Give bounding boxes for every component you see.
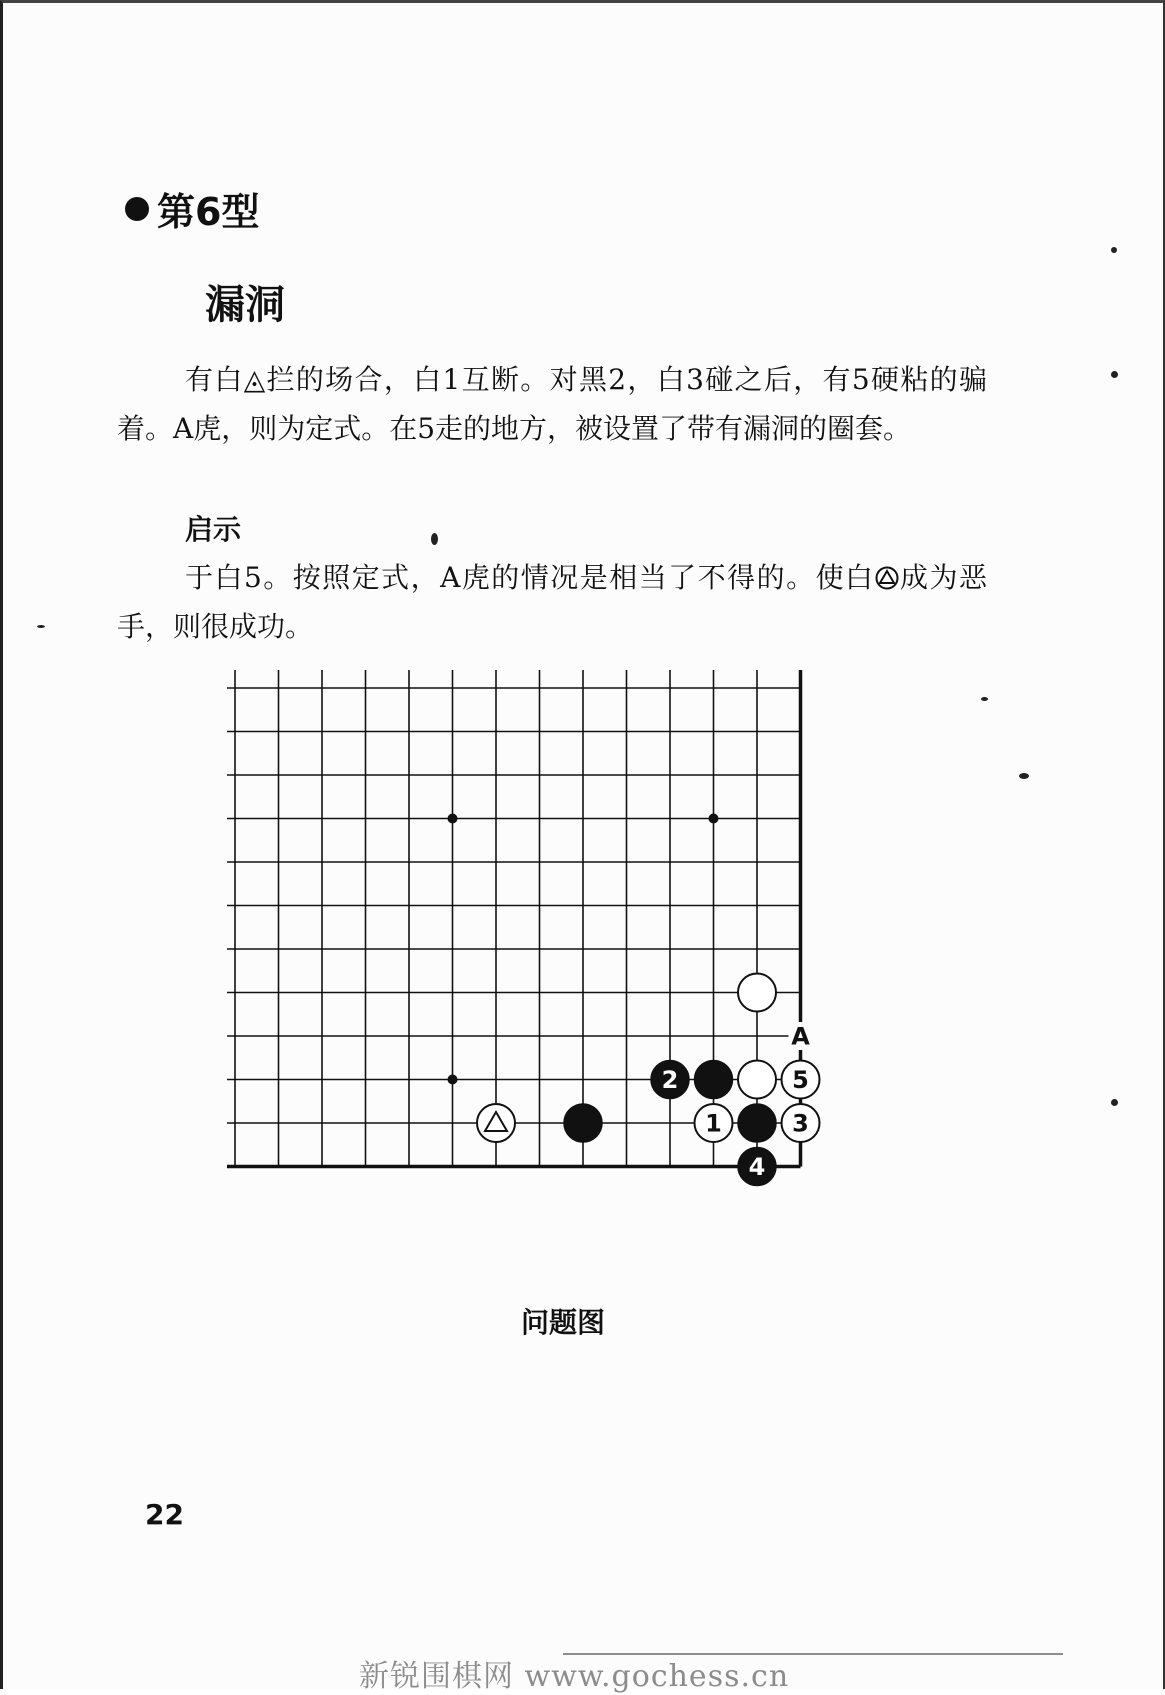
problem-description: 有白◬拦的场合，白1互断。对黑2，白3碰之后，有5硬粘的骗着。A虎，则为定式。在5走的地方，被设置了带有漏洞的圈套。 xyxy=(117,363,987,445)
white-stone-number: 1 xyxy=(705,1109,722,1138)
scan-speck xyxy=(1111,371,1118,378)
scan-speck xyxy=(1019,773,1029,779)
star-point xyxy=(709,814,719,824)
scan-speck xyxy=(431,533,438,545)
black-stone xyxy=(564,1104,602,1142)
section-subtitle: 漏洞 xyxy=(205,282,285,328)
black-stone xyxy=(695,1061,733,1099)
scan-speck xyxy=(37,625,45,628)
star-point xyxy=(448,814,458,824)
section-heading: 第6型 xyxy=(157,190,260,234)
watermark-text: 新锐围棋网 www.gochess.cn xyxy=(359,1659,790,1694)
black-stone-number: 4 xyxy=(748,1153,766,1181)
scan-speck xyxy=(1111,247,1117,253)
hint-text-before: 于白5。按照定式，A虎的情况是相当了不得的。使白 xyxy=(185,561,875,594)
black-stone xyxy=(738,1104,776,1142)
white-stone-number: 3 xyxy=(792,1109,809,1138)
white-stone xyxy=(738,1061,776,1099)
star-point xyxy=(448,1075,458,1085)
hint-label: 启示 xyxy=(185,513,242,546)
go-board xyxy=(227,670,820,1186)
diagram-caption: 问题图 xyxy=(520,1306,605,1339)
white-stone-number: 5 xyxy=(792,1066,809,1094)
scan-speck xyxy=(981,697,988,701)
go-board-diagram xyxy=(3,3,1165,1692)
white-stone xyxy=(477,1104,515,1142)
scan-speck xyxy=(1111,1099,1118,1106)
black-stone-number: 2 xyxy=(661,1066,679,1094)
point-label: A xyxy=(791,1022,810,1051)
page-number: 22 xyxy=(145,1498,184,1531)
white-stone xyxy=(738,974,776,1012)
hint-text-after: 成为恶手，则很成功。 xyxy=(117,561,987,643)
